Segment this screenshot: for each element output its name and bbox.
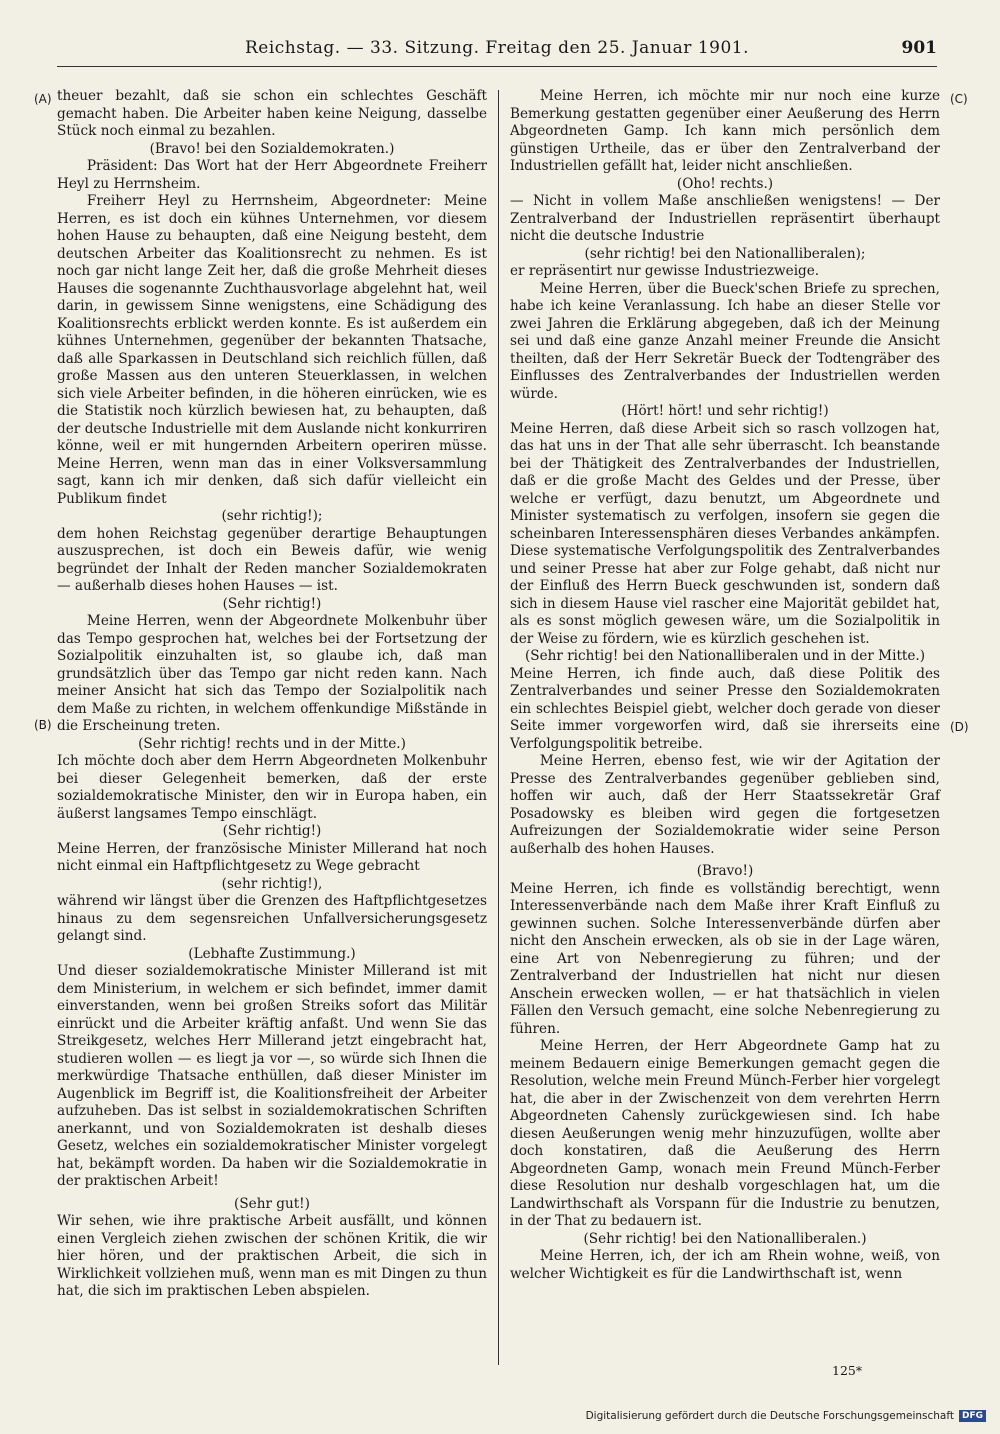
signature-mark: 125* xyxy=(832,1363,863,1378)
header-rule xyxy=(57,66,937,67)
paragraph: Meine Herren, ich, der ich am Rhein wohne, weiß, von welcher Wichtigkeit es für die Landwirthschaft ist, wenn xyxy=(510,1248,940,1282)
interjection: (Bravo!) xyxy=(696,863,754,879)
paragraph: Meine Herren, wenn der Abgeordnete Molkenbuhr über das Tempo gesprochen hat, welches bei der Fortsetzung der Sozialpolitik einzuhalten ist, so glaube ich, daß man grundsätzlich über das Tempo gar nicht reden kann. Nach meiner Ansicht hat sich das Tempo der Sozialpolitik nach dem Maße zu richten, in welchem offenkundige Mißstände in die Erscheinung treten. xyxy=(57,613,487,734)
paragraph: Freiherr Heyl zu Herrnsheim, Abgeordneter: Meine Herren, es ist doch ein kühnes Unternehmen, vor diesem hohen Hause zu behaupten, daß eine Neigung besteht, dem deutschen Arbeiter das Koalitionsrecht zu nehmen. Es ist noch gar nicht lange Zeit her, daß die große Mehrheit dieses Hauses die sogenannte Zuchthausvorlage abgelehnt hat, weil darin, in gewissem Sinne wenigstens, eine Schädigung des Koalitionsrechts erblickt werden konnte. Es ist außerdem ein kühnes Unternehmen, gegenüber der bekannten Thatsache, daß alle Sparkassen in Deutschland sich reichlich füllen, daß große Massen aus den unteren Steuerklassen, in welchen sich viele Arbeiter befinden, in die höheren einrücken, wie es die Statistik noch kürzlich bewiesen hat, zu behaupten, daß der deutsche Industrielle mit dem Auslande nicht konkurriren könne, weil er mit hungernden Arbeitern operiren müsse. Meine Herren, wenn man das in einer Volksversammlung sagt, kann ich mir denken, daß sich dafür vielleicht ein Publikum findet xyxy=(57,193,487,507)
margin-marker-d: (D) xyxy=(950,720,969,734)
paragraph: während wir längst über die Grenzen des Haftpflichtgesetzes hinaus zu dem segensreichen Unfallversicherungsgesetz gelangt sind. xyxy=(57,893,487,944)
left-column xyxy=(57,88,487,1301)
running-title: Reichstag. — 33. Sitzung. Freitag den 25. Januar 1901. xyxy=(244,38,750,58)
right-column xyxy=(510,88,940,1283)
paragraph: Meine Herren, ich finde es vollständig berechtigt, wenn Interessenverbände nach dem Maße ihrer Kraft Einfluß zu gewinnen suchen. Solche Interessenverbände dürfen aber nicht den Anschein erwecken, als ob sie in der Lage wären, eine Art von Nebenregierung zu führen; und der Zentralverband der Industriellen hat nicht nur diesen Anschein erwecken wollen, — er hat thatsächlich in vielen Fällen den Versuch gemacht, eine solche Nebenregierung zu führen. xyxy=(510,880,940,1037)
interjection: (Lebhafte Zustimmung.) xyxy=(188,945,356,962)
paragraph: er repräsentirt nur gewisse Industriezweige. xyxy=(510,263,820,279)
page-footer xyxy=(586,1410,986,1422)
page-number: 901 xyxy=(901,38,937,58)
interjection: (sehr richtig!), xyxy=(221,875,323,892)
paragraph: Ich möchte doch aber dem Herrn Abgeordneten Molkenbuhr bei dieser Gelegenheit bemerken, daß der erste sozialdemokratische Minister, den wir in Europa haben, ein äußerst langsames Tempo einschlägt. xyxy=(57,753,487,822)
paragraph: — Nicht in vollem Maße anschließen wenigstens! — Der Zentralverband der Industriellen repräsentirt überhaupt nicht die deutsche Industrie xyxy=(510,193,940,244)
paragraph: Meine Herren, ich finde auch, daß diese Politik des Zentralverbandes und seiner Presse den Sozialdemokraten ein schlechtes Beispiel giebt, welcher doch gerade von dieser Seite immer vorgeworfen wird, daß sie ihrerseits eine Verfolgungspolitik betreibe. xyxy=(510,665,940,752)
paragraph: Präsident: Das Wort hat der Herr Abgeordnete Freiherr Heyl zu Herrnsheim. xyxy=(57,158,487,192)
paragraph: Meine Herren, ebenso fest, wie wir der Agitation der Presse des Zentralverbandes gegenüber geblieben sind, hoffen wir auch, daß der Herr Staatssekretär Graf Posadowsky es bleiben wird gegen die fortgesetzen Aufreizungen der Sozialdemokratie wider seine Person außerhalb des hohen Hauses. xyxy=(510,753,940,857)
footer-credit: Digitalisierung gefördert durch die Deutsche Forschungsgemeinschaft xyxy=(585,1410,954,1422)
paragraph: Meine Herren, der Herr Abgeordnete Gamp hat zu meinem Bedauern einige Bemerkungen gemacht gegen die Resolution, welche mein Freund Münch-Ferber hier vorgelegt hat, die aber in der Zwischenzeit von dem verehrten Herrn Abgeordneten Cahensly zurückgewiesen sind. Ich habe diesen Aeußerungen wenig mehr hinzuzufügen, wollte aber doch konstatiren, daß die Aeußerung des Herrn Abgeordneten Gamp, wonach mein Freund Münch-Ferber diese Resolution nur deshalb vorgeschlagen hat, um die Landwirthschaft als Vorspann für die Industrie zu benutzen, in der That zu bedauern ist. xyxy=(510,1038,940,1229)
paragraph: dem hohen Reichstag gegenüber derartige Behauptungen auszusprechen, ist doch ein Beweis dafür, wie wenig begründet der Inhalt der Reden mancher Sozialdemokraten — außerhalb dieses hohen Hauses — ist. xyxy=(57,525,487,594)
paragraph: Wir sehen, wie ihre praktische Arbeit ausfällt, und können einen Vergleich ziehen zwischen der schönen Kritik, die wir hier hören, und der praktischen Arbeit, die sich in Wirklichkeit vollziehen muß, wenn man es mit Dingen zu thun hat, die sich im praktischen Leben abspielen. xyxy=(57,1213,487,1299)
paragraph: Und dieser sozialdemokratische Minister Millerand ist mit dem Ministerium, in welchem er sich befindet, immer damit einverstanden, wenn bei großen Streiks sofort das Militär einrückt und die Arbeiter kräftig anfaßt. Und wenn Sie das Streikgesetz, welches Herr Millerand jetzt eingebracht hat, studieren wollen — es liegt ja vor —, so würde sich Ihnen die merkwürdige Thatsache enthüllen, daß dieser Minister im Augenblick im Begriff ist, die Koalitionsfreiheit der Arbeiter aufzuheben. Das ist selbst in sozialdemokratischen Schriften anerkannt, und von Sozialdemokraten ist deshalb dieses Gesetz, welches ein sozialdemokratischer Minister vorgelegt hat, bekämpft worden. Da haben wir die Sozialdemokratie in der praktischen Arbeit! xyxy=(57,963,487,1189)
interjection: (Sehr richtig! rechts und in der Mitte.) xyxy=(138,735,406,752)
interjection: (Sehr gut!) xyxy=(234,1195,310,1212)
interjection: (Bravo! bei den Sozialdemokraten.) xyxy=(149,140,395,157)
paragraph: Meine Herren, ich möchte mir nur noch eine kurze Bemerkung gestatten gegenüber einer Aeußerung des Herrn Abgeordneten Gamp. Ich kann mich persönlich dem günstigen Urtheile, das er über den Zentralverband der Industriellen gefällt hat, leider nicht anschließen. xyxy=(510,88,940,174)
interjection: (sehr richtig! bei den Nationalliberalen); xyxy=(584,245,866,262)
margin-marker-c: (C) xyxy=(950,92,968,106)
interjection: (Sehr richtig! bei den Nationalliberalen und in der Mitte.) xyxy=(524,648,926,664)
column-divider xyxy=(498,90,499,1365)
margin-marker-a: (A) xyxy=(34,92,52,106)
paragraph: theuer bezahlt, daß sie schon ein schlechtes Geschäft gemacht haben. Die Arbeiter haben keine Neigung, dasselbe Stück noch einmal zu bezahlen. xyxy=(57,88,487,139)
margin-marker-b: (B) xyxy=(34,718,52,732)
interjection: (Sehr richtig!) xyxy=(222,823,322,839)
paragraph: Meine Herren, daß diese Arbeit sich so rasch vollzogen hat, das hat uns in der That alle sehr überrascht. Ich beanstande bei der Thätigkeit des Zentralverbandes der Industriellen, daß er die große Macht des Geldes und der Presse, über welche er verfügt, dazu benutzt, um Abgeordnete und Minister systematisch zu verfolgen, insofern sie gegen die scheinbaren Interessensphären dieses Verbandes ankämpfen. Diese systematische Verfolgungspolitik des Zentralverbandes und seiner Presse hat aber zur Folge gehabt, daß nicht nur der Einfluß des Herrn Bueck geschwunden ist, sondern daß sich in diesem Hause viel rascher eine Majorität gebildet hat, als es sonst möglich gewesen wäre, um die Sozialpolitik in der Weise zu fördern, wie es kürzlich geschehen ist. xyxy=(510,420,940,647)
paragraph: Meine Herren, über die Bueck'schen Briefe zu sprechen, habe ich keine Veranlassung. Ich habe an dieser Stelle vor zwei Jahren die Erklärung abgegeben, daß ich der Meinung sei und daß eine ganze Anzahl meiner Freunde die Ansicht theilten, daß der Herr Sekretär Bueck der Todtengräber des Einflusses des Zentralverbandes der Industriellen werden würde. xyxy=(510,280,940,402)
paragraph: Meine Herren, der französische Minister Millerand hat noch nicht einmal ein Haftpflichtgesetz zu Wege gebracht xyxy=(57,840,487,874)
interjection: (Oho! rechts.) xyxy=(676,175,774,192)
interjection: (sehr richtig!); xyxy=(221,508,323,524)
dfg-logo: DFG xyxy=(959,1410,986,1422)
interjection: (Sehr richtig! bei den Nationalliberalen.) xyxy=(583,1230,867,1247)
page-header xyxy=(57,34,937,62)
interjection: (Hört! hört! und sehr richtig!) xyxy=(621,403,829,419)
interjection: (Sehr richtig!) xyxy=(222,595,322,612)
